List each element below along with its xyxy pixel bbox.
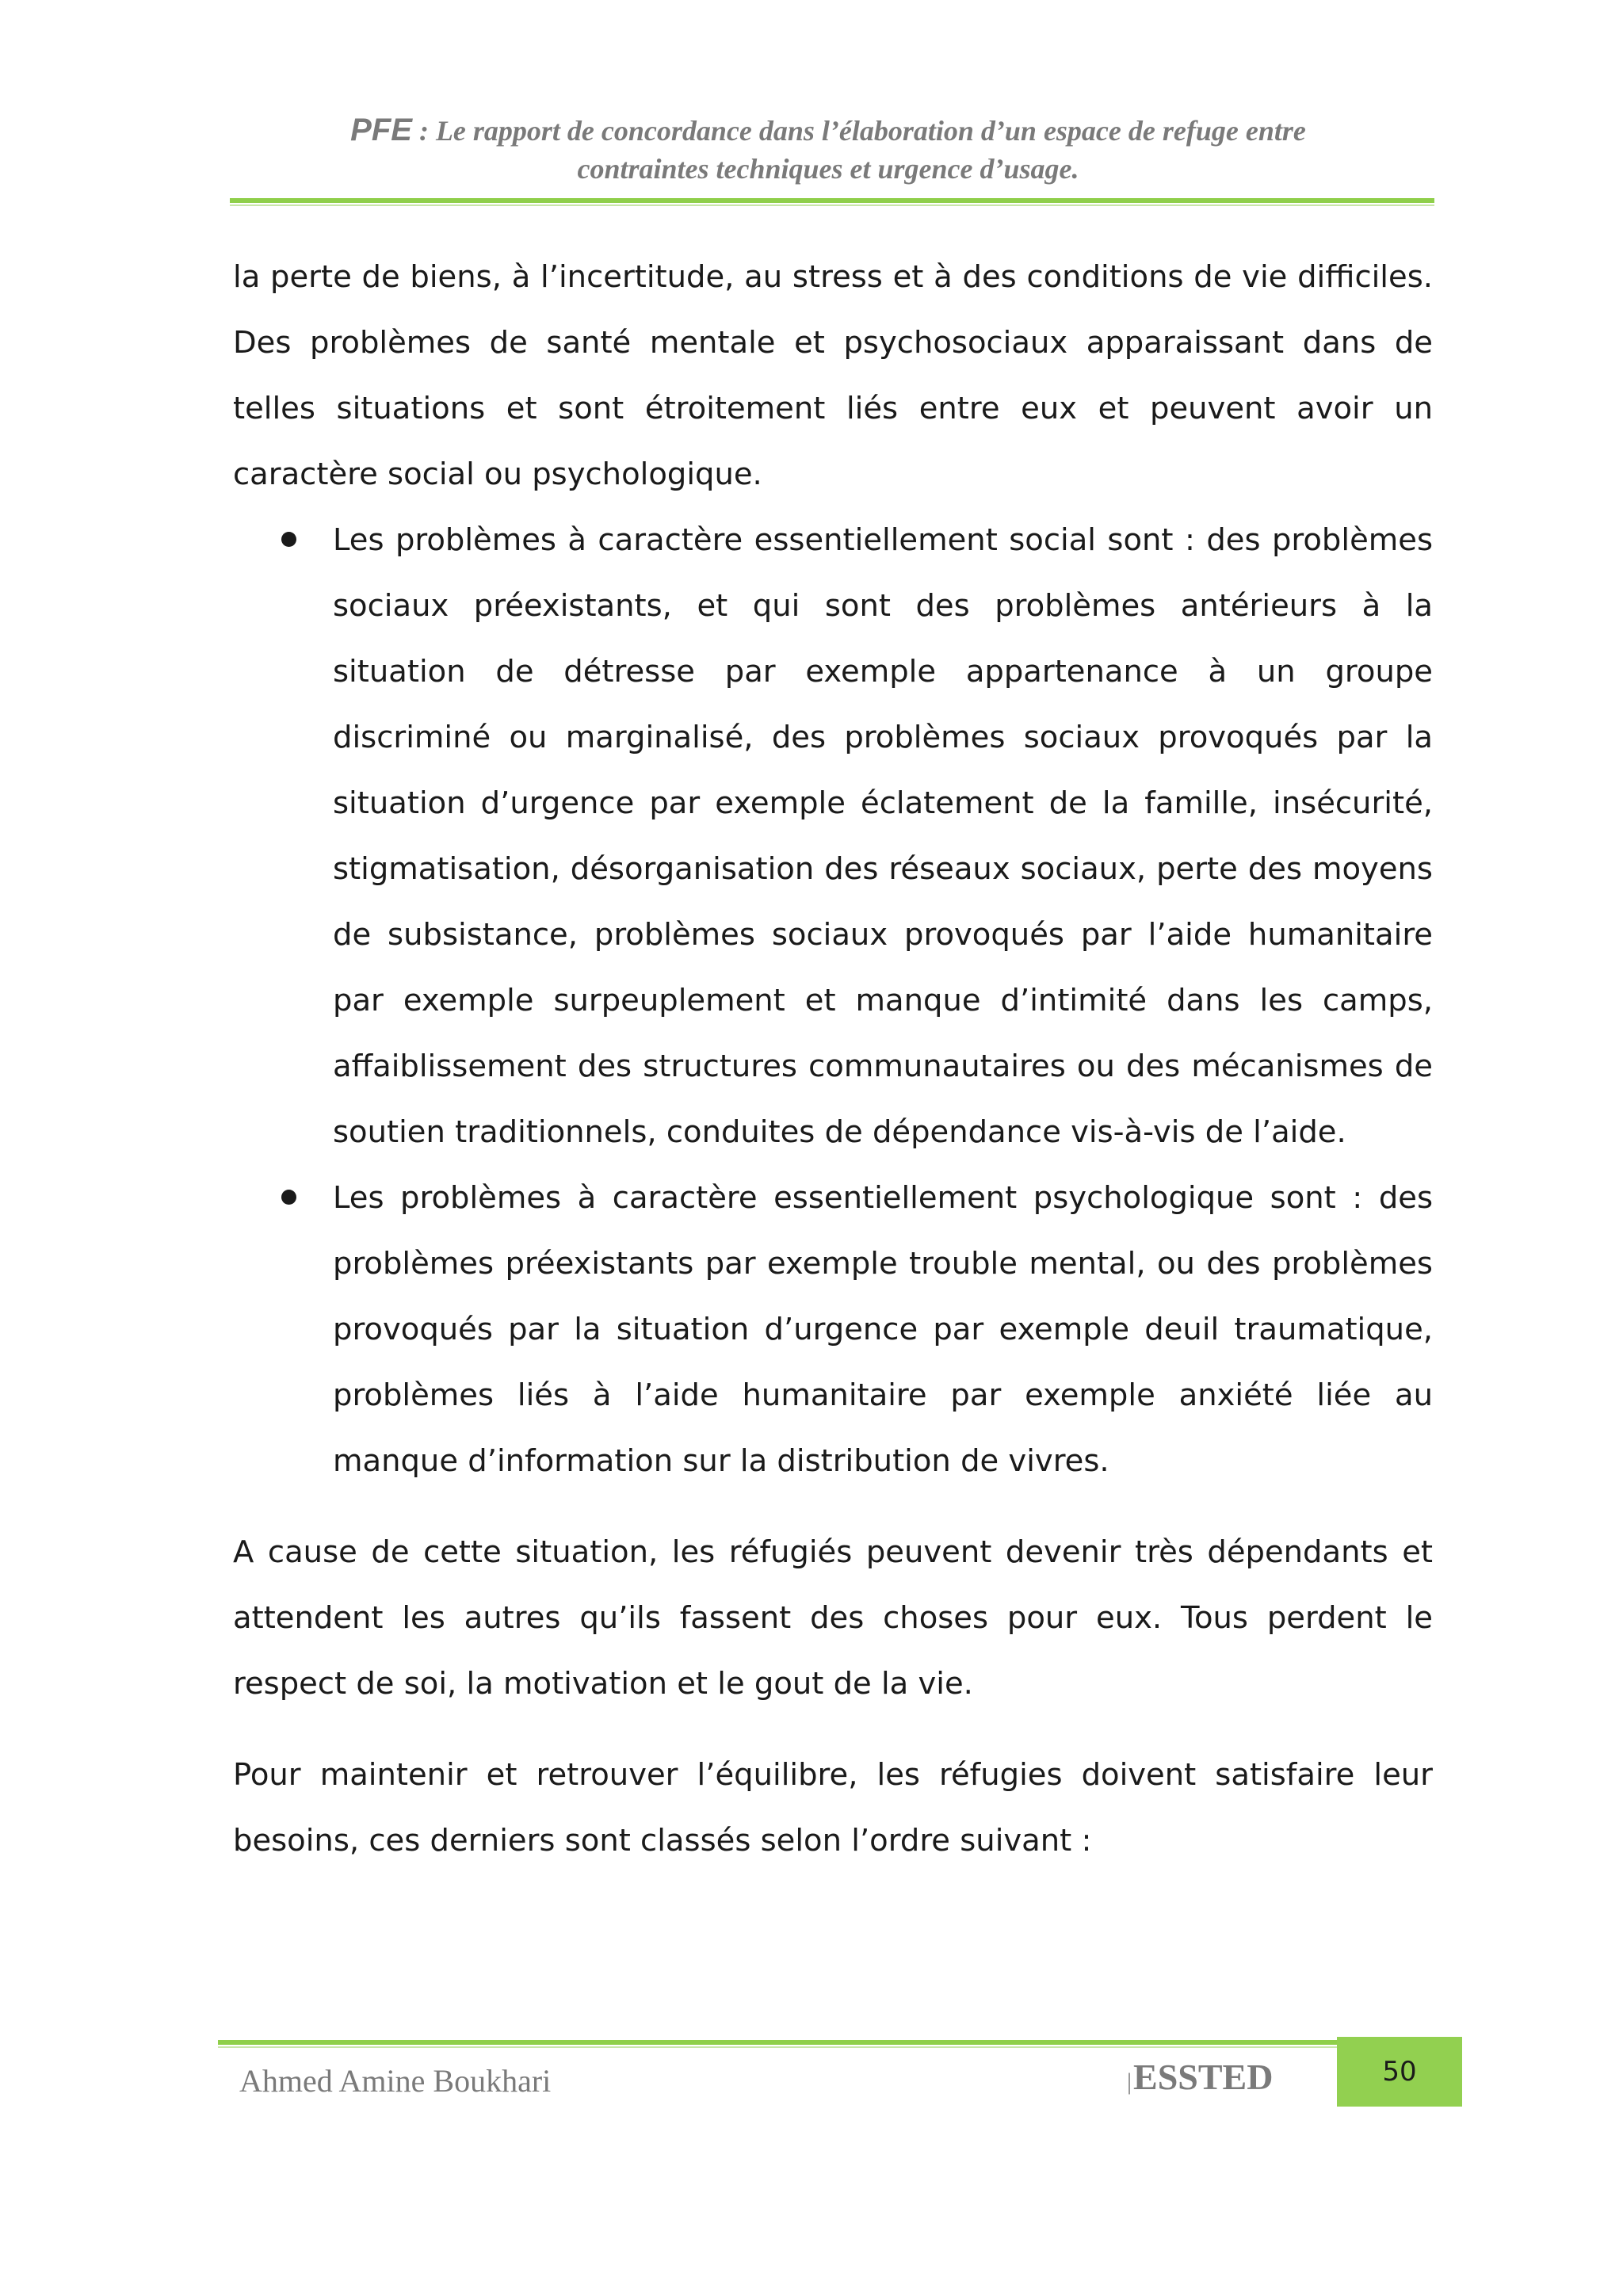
footer-rule-thin <box>218 2046 1337 2048</box>
header-title-line-2: contraintes techniques et urgence d’usage. <box>577 153 1079 185</box>
bullet-text-psychological: Les problèmes à caractère essentiellement psychologique sont : des problèmes préexistants par exemple trouble mental, ou des problèmes provoqués par la situation d’urgence par exemple deuil traumatique, problèmes liés à l’aide humanitaire par exemple anxiété liée au manque d’information sur la distribution de vivres. <box>333 1180 1433 1479</box>
bullet-icon <box>281 1190 296 1205</box>
footer-rule <box>218 2040 1337 2045</box>
bullet-list <box>233 507 1433 1494</box>
header-rule-thin <box>230 204 1434 206</box>
page-number: 50 <box>1382 2056 1417 2088</box>
body-content <box>233 244 1433 1874</box>
footer-author: Ahmed Amine Boukhari <box>239 2063 552 2099</box>
bullet-icon <box>281 532 296 547</box>
paragraph-needs: Pour maintenir et retrouver l’équilibre, les réfugies doivent satisfaire leur besoins, ces derniers sont classés selon l’ordre suivant : <box>233 1757 1433 1859</box>
bullet-text-social: Les problèmes à caractère essentiellement social sont : des problèmes sociaux préexistants, et qui sont des problèmes antérieurs à la situation de détresse par exemple appartenance à un groupe discriminé ou marginalisé, des problèmes sociaux provoqués par la situation d’urgence par exemple éclatement de la famille, insécurité, stigmatisation, désorganisation des réseaux sociaux, perte des moyens de subsistance, problèmes sociaux provoqués par l’aide humanitaire par exemple surpeuplement et manque d’intimité dans les camps, affaiblissement des structures communautaires ou des mécanismes de soutien traditionnels, conduites de dépendance vis-à-vis de l’aide. <box>333 522 1433 1150</box>
paragraph-dependence: A cause de cette situation, les réfugiés peuvent devenir très dépendants et attendent les autres qu’ils fassent des choses pour eux. Tous perdent le respect de soi, la motivation et le gout de la vie. <box>233 1534 1433 1702</box>
footer-school <box>1127 2056 1273 2098</box>
header-prefix: PFE <box>350 113 412 147</box>
page-number-box <box>1337 2037 1462 2107</box>
bullet-item-psychological <box>333 1165 1433 1494</box>
footer-school-name: ESSTED <box>1133 2057 1274 2097</box>
page-header <box>222 111 1434 188</box>
bullet-item-social <box>333 507 1433 1165</box>
footer-separator: | <box>1127 2069 1132 2095</box>
header-line-1 <box>222 111 1434 150</box>
header-rule <box>230 198 1434 203</box>
header-title-line-1: : Le rapport de concordance dans l’élaboration d’un espace de refuge entre <box>411 115 1306 147</box>
intro-paragraph: la perte de biens, à l’incertitude, au stress et à des conditions de vie difficiles. Des problèmes de santé mentale et psychosociaux apparaissant dans de telles situations et sont étroitement liés entre eux et peuvent avoir un caractère social ou psychologique. <box>233 259 1433 492</box>
